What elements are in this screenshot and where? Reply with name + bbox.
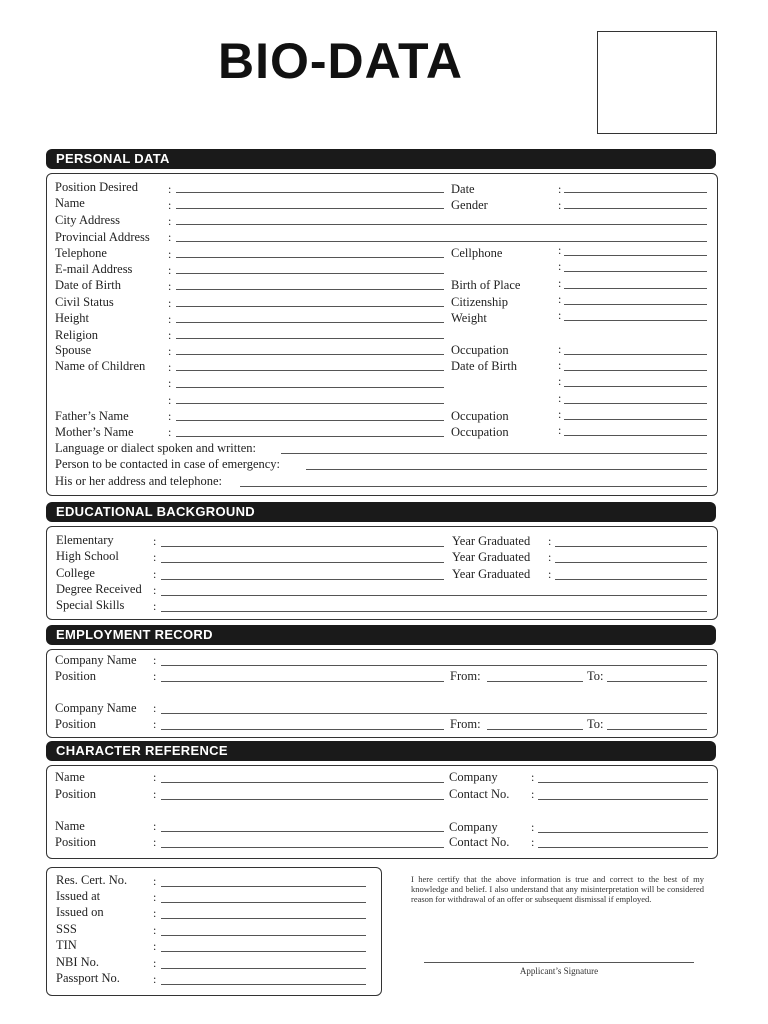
label-ref-name-1: Name (55, 770, 85, 784)
label-date: Date (451, 182, 475, 196)
label-from-1: From: (450, 669, 481, 683)
field-company-name-1[interactable] (161, 665, 707, 666)
certification-text: I here certify that the above information is true and correct to the best of my knowledge and belief. I also understand that any misinterpretation will be considered reason for withdrawal of an offer or subsequent dismissal if employed. (411, 874, 704, 904)
label-name: Name (55, 196, 85, 210)
label-citizenship: Citizenship (451, 295, 508, 309)
field-religion[interactable] (176, 338, 444, 339)
field-sss[interactable] (161, 935, 366, 936)
label-college: College (56, 566, 95, 580)
field-elementary[interactable] (161, 546, 444, 547)
label-position-desired: Position Desired (55, 180, 138, 194)
section-header-employment: EMPLOYMENT RECORD (46, 625, 716, 645)
label-company-name-1: Company Name (55, 653, 137, 667)
label-mothers-name: Mother’s Name (55, 425, 134, 439)
character-box (46, 765, 718, 859)
section-header-character: CHARACTER REFERENCE (46, 741, 716, 761)
field-issued-at[interactable] (161, 902, 366, 903)
label-city-address: City Address (55, 213, 120, 227)
field-gender[interactable] (564, 208, 707, 209)
field-weight[interactable] (564, 320, 707, 321)
field-company-name-2[interactable] (161, 713, 707, 714)
field-passport-no[interactable] (161, 984, 366, 985)
label-name-of-children: Name of Children (55, 359, 146, 373)
field-ref-contact-1[interactable] (538, 799, 708, 800)
label-ref-position-1: Position (55, 787, 96, 801)
field-position-1[interactable] (161, 681, 444, 682)
field-position-2[interactable] (161, 729, 444, 730)
field-civil-status[interactable] (176, 306, 444, 307)
field-year-graduated-2[interactable] (555, 562, 707, 563)
field-fathers-name[interactable] (176, 420, 444, 421)
field-ref-contact-2[interactable] (538, 847, 708, 848)
field-ref-company-1[interactable] (538, 782, 708, 783)
signature-label: Applicant’s Signature (519, 966, 599, 976)
label-civil-status: Civil Status (55, 295, 114, 309)
field-provincial-address[interactable] (176, 241, 707, 242)
label-sss: SSS (56, 922, 77, 936)
label-telephone: Telephone (55, 246, 107, 260)
field-ref-company-2[interactable] (538, 832, 708, 833)
field-spouse[interactable] (176, 354, 444, 355)
label-child-date-of-birth: Date of Birth (451, 359, 517, 373)
employment-box (46, 649, 718, 738)
label-passport-no: Passport No. (56, 971, 120, 985)
field-ref-name-1[interactable] (161, 782, 444, 783)
label-language: Language or dialect spoken and written: (55, 441, 256, 455)
label-height: Height (55, 311, 90, 325)
page-title: BIO-DATA (218, 33, 463, 89)
label-from-2: From: (450, 717, 481, 731)
field-emergency-address[interactable] (240, 486, 707, 487)
field-position-desired[interactable] (176, 192, 444, 193)
label-issued-on: Issued on (56, 905, 104, 919)
label-mother-occupation: Occupation (451, 425, 509, 439)
label-gender: Gender (451, 198, 488, 212)
label-tin: TIN (56, 938, 77, 952)
label-to-1: To: (587, 669, 604, 683)
label-emergency-address: His or her address and telephone: (55, 474, 222, 488)
label-date-of-birth: Date of Birth (55, 278, 121, 292)
label-year-graduated-3: Year Graduated (452, 567, 531, 581)
label-provincial-address: Provincial Address (55, 230, 150, 244)
field-to-2[interactable] (607, 729, 707, 730)
field-child-1[interactable] (176, 370, 444, 371)
label-spouse-occupation: Occupation (451, 343, 509, 357)
section-header-personal: PERSONAL DATA (46, 149, 716, 169)
field-date-of-birth[interactable] (176, 289, 444, 290)
label-to-2: To: (587, 717, 604, 731)
label-ref-contact-1: Contact No. (449, 787, 510, 801)
field-tin[interactable] (161, 951, 366, 952)
label-religion: Religion (55, 328, 99, 342)
label-elementary: Elementary (56, 533, 114, 547)
field-issued-on[interactable] (161, 918, 366, 919)
field-year-graduated-3[interactable] (555, 579, 707, 580)
label-year-graduated-2: Year Graduated (452, 550, 531, 564)
field-from-1[interactable] (487, 681, 583, 682)
label-spouse: Spouse (55, 343, 92, 357)
label-ref-contact-2: Contact No. (449, 835, 510, 849)
label-res-cert-no: Res. Cert. No. (56, 873, 128, 887)
label-emergency-contact: Person to be contacted in case of emergency: (55, 457, 281, 471)
field-cellphone-2[interactable] (564, 271, 707, 272)
label-ref-company-2: Company (449, 820, 498, 834)
field-cellphone[interactable] (564, 255, 707, 256)
signature-line[interactable] (424, 962, 694, 963)
label-ref-name-2: Name (55, 819, 85, 833)
field-birth-of-place[interactable] (564, 288, 707, 289)
field-special-skills[interactable] (161, 611, 707, 612)
field-degree-received[interactable] (161, 595, 707, 596)
field-spouse-occupation[interactable] (564, 354, 707, 355)
label-nbi-no: NBI No. (56, 955, 100, 969)
field-child-2[interactable] (176, 387, 444, 388)
field-ref-name-2[interactable] (161, 831, 444, 832)
label-cellphone: Cellphone (451, 246, 503, 260)
field-nbi-no[interactable] (161, 968, 366, 969)
field-date[interactable] (564, 192, 707, 193)
label-ref-company-1: Company (449, 770, 498, 784)
field-mothers-name[interactable] (176, 436, 444, 437)
field-from-2[interactable] (487, 729, 583, 730)
field-telephone[interactable] (176, 257, 444, 258)
field-city-address[interactable] (176, 224, 707, 225)
field-height[interactable] (176, 322, 444, 323)
field-ref-position-2[interactable] (161, 847, 444, 848)
label-special-skills: Special Skills (56, 598, 125, 612)
label-high-school: High School (56, 549, 119, 563)
field-child-dob-2[interactable] (564, 386, 707, 387)
field-year-graduated-1[interactable] (555, 546, 707, 547)
label-ref-position-2: Position (55, 835, 96, 849)
field-email[interactable] (176, 273, 444, 274)
label-position-1: Position (55, 669, 96, 683)
field-college[interactable] (161, 579, 444, 580)
label-birth-of-place: Birth of Place (451, 278, 521, 292)
field-high-school[interactable] (161, 562, 444, 563)
field-language[interactable] (281, 453, 707, 454)
label-issued-at: Issued at (56, 889, 101, 903)
field-name[interactable] (176, 208, 444, 209)
education-box (46, 526, 718, 620)
field-mother-occupation[interactable] (564, 435, 707, 436)
label-degree-received: Degree Received (56, 582, 142, 596)
label-year-graduated-1: Year Graduated (452, 534, 531, 548)
field-child-3[interactable] (176, 403, 444, 404)
field-father-occupation[interactable] (564, 419, 707, 420)
photo-box[interactable] (597, 31, 717, 134)
label-weight: Weight (451, 311, 487, 325)
label-position-2: Position (55, 717, 96, 731)
field-child-dob-1[interactable] (564, 370, 707, 371)
label-email: E-mail Address (55, 262, 133, 276)
field-ref-position-1[interactable] (161, 799, 444, 800)
label-father-occupation: Occupation (451, 409, 509, 423)
label-fathers-name: Father’s Name (55, 409, 129, 423)
label-company-name-2: Company Name (55, 701, 137, 715)
field-emergency-contact[interactable] (306, 469, 707, 470)
field-res-cert-no[interactable] (161, 886, 366, 887)
field-to-1[interactable] (607, 681, 707, 682)
field-citizenship[interactable] (564, 304, 707, 305)
field-child-dob-3[interactable] (564, 403, 707, 404)
section-header-education: EDUCATIONAL BACKGROUND (46, 502, 716, 522)
